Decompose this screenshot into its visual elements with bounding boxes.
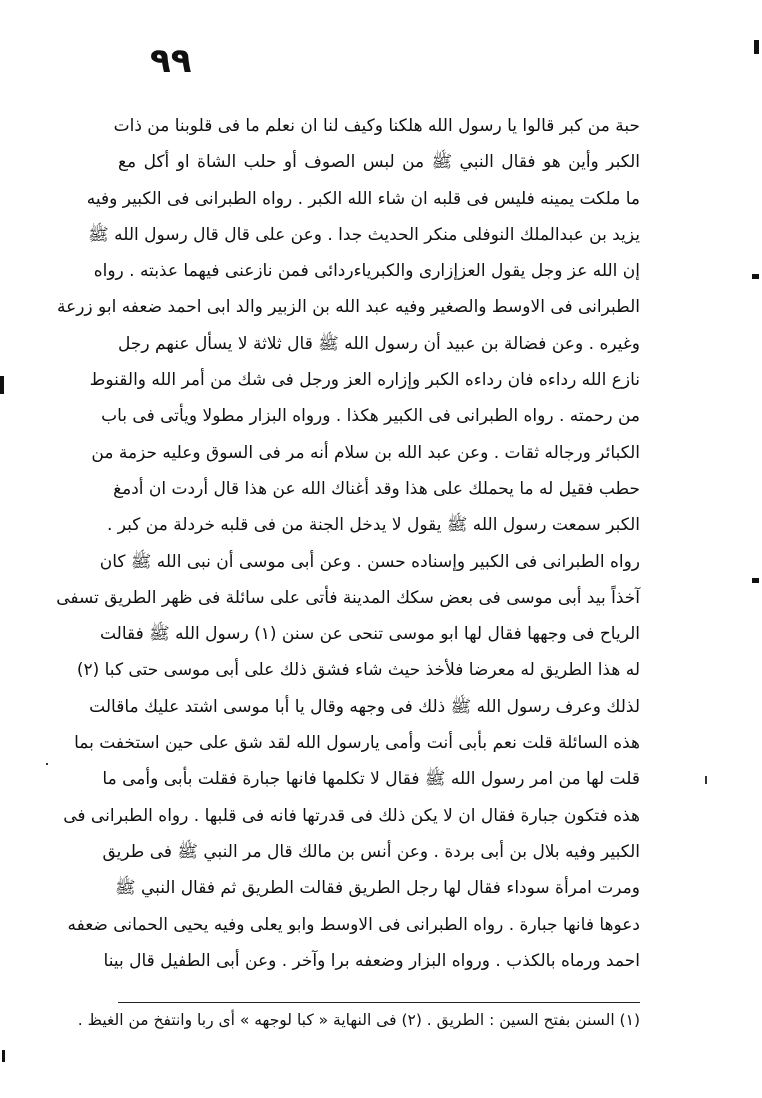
scan-speck: [705, 776, 707, 784]
text-line: الكبائر ورجاله ثقات . وعن عبد الله بن سلام أنه مر فى السوق وعليه حزمة من: [91, 442, 640, 463]
page-number: ٩٩: [150, 41, 192, 81]
scan-margin-mark: [752, 274, 759, 279]
text-line: له هذا الطريق له معرضا فلأخذ حيث شاء فشق ذلك على أبى موسى حتى كبا (٢): [76, 660, 640, 681]
text-line: هذه فتكون جبارة فقال ان لا يكن ذلك فى قدرتها فانه فى قلبها . رواه الطبرانى فى: [63, 805, 640, 826]
text-line: من رحمته . رواه الطبرانى فى الكبير هكذا . ورواه البزار مطولا ويأتى فى باب: [101, 406, 640, 427]
text-line: ومرت امرأة سوداء فقال لها رجل الطريق فقالت الطريق ثم فقال النبي ﷺ: [115, 878, 640, 899]
text-line: هذه السائلة قلت نعم بأبى أنت وأمى يارسول الله لقد شق على حين استخفت بما: [74, 733, 640, 754]
text-line: الرياح فى وجهها فقال لها ابو موسى تنحى عن سنن (١) رسول الله ﷺ فقالت: [99, 624, 640, 645]
text-line: الطبرانى فى الاوسط والصغير وفيه عبد الله بن الزبير والد ابى احمد ضعفه ابو زرعة: [56, 297, 640, 318]
text-line: وغيره . وعن فضالة بن عبيد أن رسول الله ﷺ قال ثلاثة لا يسأل عنهم رجل: [118, 333, 640, 354]
text-line: نازع الله رداءه فان رداءه الكبر وإزاره العز ورجل فى شك من أمر الله والقنوط: [89, 370, 640, 391]
footnotes: (١) السنن بفتح السين : الطريق . (٢) فى النهاية « كبا لوجهه » أى ربا وانتفخ من الغيظ .: [77, 1011, 640, 1029]
text-line: دعوها فانها جبارة . رواه الطبرانى فى الاوسط وابو يعلى وفيه يحيى الحمانى ضعفه: [67, 914, 640, 935]
text-line: ما ملكت يمينه فليس فى قلبه ان شاء الله الكبر . رواه الطبرانى فى الكبير وفيه: [86, 188, 640, 209]
scan-margin-mark: [754, 40, 759, 54]
scan-speck: [46, 763, 48, 765]
text-line: احمد ورماه بالكذب . ورواه البزار وضعفه برا وآخر . وعن أبى الطفيل قال بينا: [103, 950, 640, 971]
text-line: لذلك وعرف رسول الله ﷺ ذلك فى وجهه وقال يا أبا موسى اشتد عليك ماقالت: [89, 696, 640, 717]
text-line: قلت لها من امر رسول الله ﷺ فقال لا تكلمها فانها جبارة فقلت بأبى وأمى ما: [102, 769, 640, 790]
text-line: الكبر وأين هو فقال النبي ﷺ من لبس الصوف أو حلب الشاة او أكل مع: [118, 152, 640, 173]
scan-margin-mark: [2, 1050, 5, 1062]
text-line: الكبر سمعت رسول الله ﷺ يقول لا يدخل الجنة من فى قلبه خردلة من كبر .: [106, 515, 640, 536]
body-text: [56, 108, 640, 979]
text-line: حطب فقيل له ما يحملك على هذا وقد أغناك الله عن هذا قال أردت ان أدمغ: [113, 478, 640, 499]
text-line: حبة من كبر قالوا يا رسول الله هلكنا وكيف لنا ان نعلم ما فى قلوبنا من ذات: [113, 116, 640, 136]
text-line: الكبير وفيه بلال بن أبى بردة . وعن أنس بن مالك قال مر النبي ﷺ فى طريق: [102, 841, 640, 862]
text-line: يزيد بن عبدالملك النوفلى منكر الحديث جدا . وعن على قال قال رسول الله ﷺ: [88, 224, 640, 245]
text-line: آخذاً بيد أبى موسى فى بعض سكك المدينة فأتى على سائلة فى ظهر الطريق تسفى: [56, 587, 640, 608]
footnote-divider: [118, 1002, 640, 1003]
text-line: إن الله عز وجل يقول العزإزارى والكبرياءردائى فمن نازعنى فيهما عذبته . رواه: [93, 261, 640, 282]
scan-margin-mark: [752, 578, 759, 583]
text-line: رواه الطبرانى فى الكبير وإسناده حسن . وعن أبى موسى أن نبى الله ﷺ كان: [99, 551, 640, 572]
scan-margin-mark: [0, 376, 4, 394]
